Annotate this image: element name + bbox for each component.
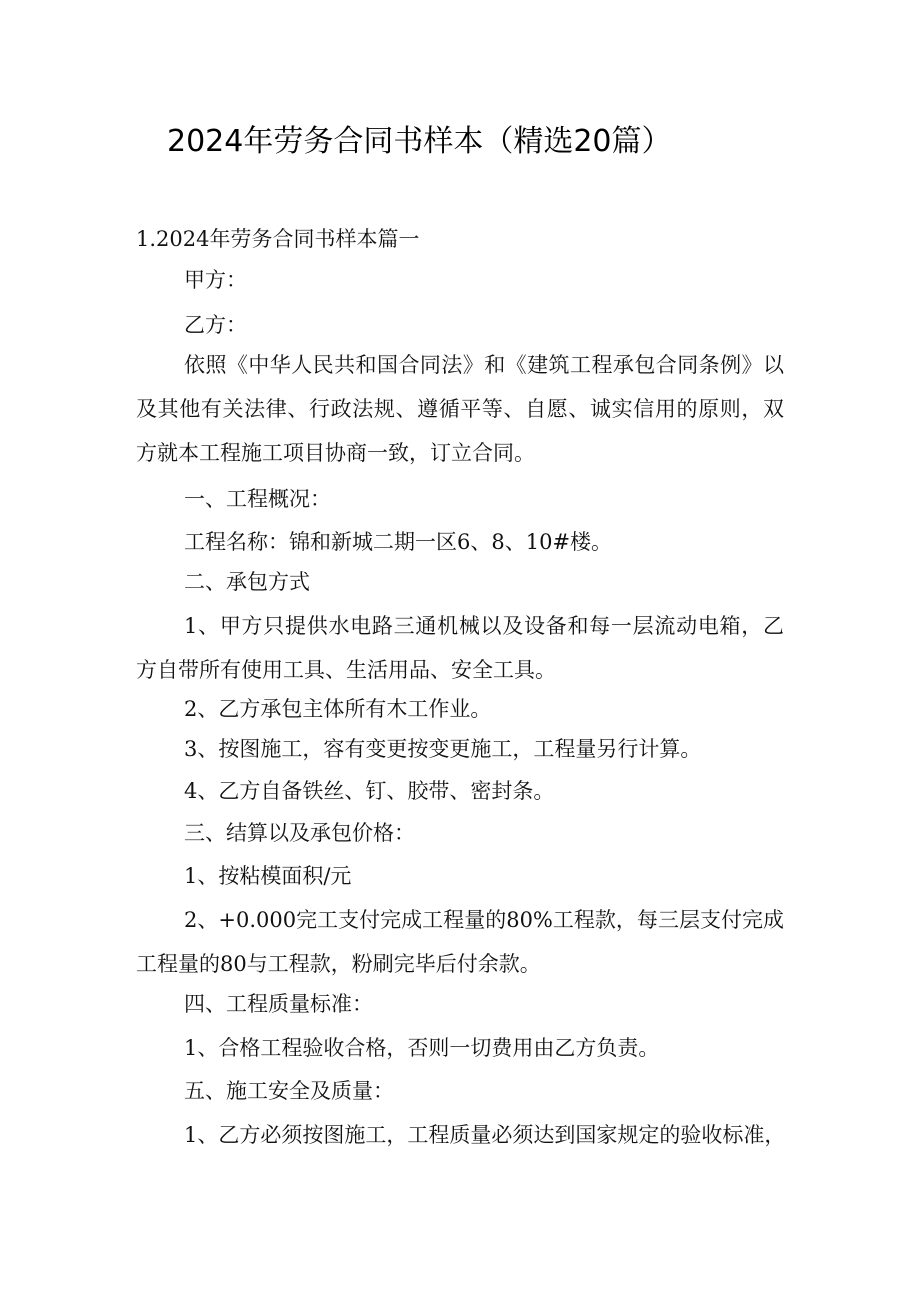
section-3-item-1: 1、按粘模面积/元 <box>184 864 352 888</box>
section-2-item-1: 1、甲方只提供水电路三通机械以及设备和每一层流动电箱，乙方自带所有使用工具、生活用品、安全工具。 <box>136 614 784 682</box>
section-2-item-4: 4、乙方自备铁丝、钉、胶带、密封条。 <box>184 779 555 803</box>
section-2-heading: 二、承包方式 <box>184 570 310 594</box>
section-3-heading: 三、结算以及承包价格： <box>184 821 415 845</box>
section-4-heading: 四、工程质量标准： <box>184 992 373 1016</box>
section-5-heading: 五、施工安全及质量： <box>184 1079 394 1103</box>
party-a-label: 甲方： <box>184 268 247 292</box>
party-b-label: 乙方： <box>184 313 247 337</box>
document-title: 2024年劳务合同书样本（精选20篇） <box>167 124 672 159</box>
section-4-item-1: 1、合格工程验收合格，否则一切费用由乙方负责。 <box>184 1036 660 1060</box>
intro-paragraph: 依照《中华人民共和国合同法》和《建筑工程承包合同条例》以及其他有关法律、行政法规、遵循平等、自愿、诚实信用的原则，双方就本工程施工项目协商一致，订立合同。 <box>136 353 784 465</box>
section-3-item-2: 2、+0.000完工支付完成工程量的80%工程款，每三层支付完成工程量的80与工程款，粉刷完毕后付余款。 <box>136 908 784 976</box>
section-2-item-2: 2、乙方承包主体所有木工作业。 <box>184 697 492 721</box>
section-2-item-3: 3、按图施工，容有变更按变更施工，工程量另行计算。 <box>184 737 702 761</box>
section-1-heading: 一、工程概况： <box>184 487 331 511</box>
section-heading: 1.2024年劳务合同书样本篇一 <box>136 227 420 251</box>
project-name: 工程名称：锦和新城二期一区6、8、10#楼。 <box>184 530 613 554</box>
section-5-item-1: 1、乙方必须按图施工，工程质量必须达到国家规定的验收标准， <box>184 1123 786 1147</box>
